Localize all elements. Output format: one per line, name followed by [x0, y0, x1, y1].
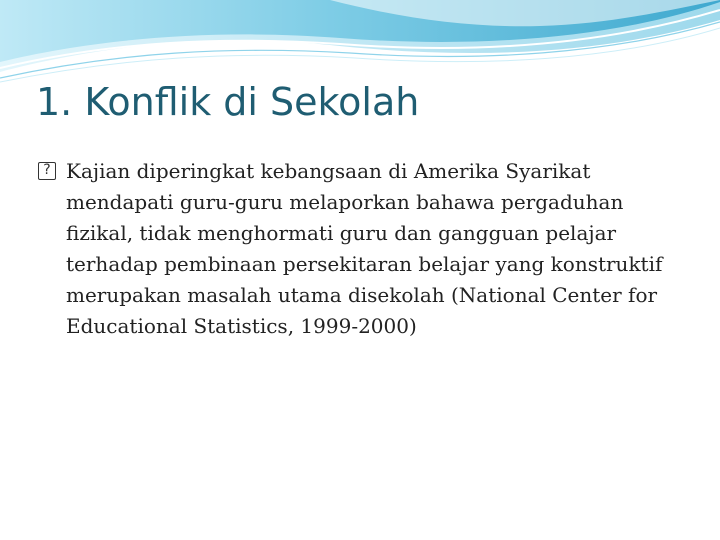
- slide-title: 1. Konflik di Sekolah: [36, 80, 420, 124]
- bullet-list: [38, 156, 688, 342]
- bullet-item: [38, 156, 688, 342]
- bullet-text: Kajian diperingkat kebangsaan di Amerika Syarikat mendapati guru-guru melaporkan bahawa pergaduhan fizikal, tidak menghormati guru dan gangguan pelajar terhadap pembinaan persekitaran belajar yang konstruktif merupakan masalah utama disekolah (National Center for Educational Statistics, 1999-2000): [66, 159, 663, 338]
- missing-glyph-icon: ?: [38, 162, 56, 180]
